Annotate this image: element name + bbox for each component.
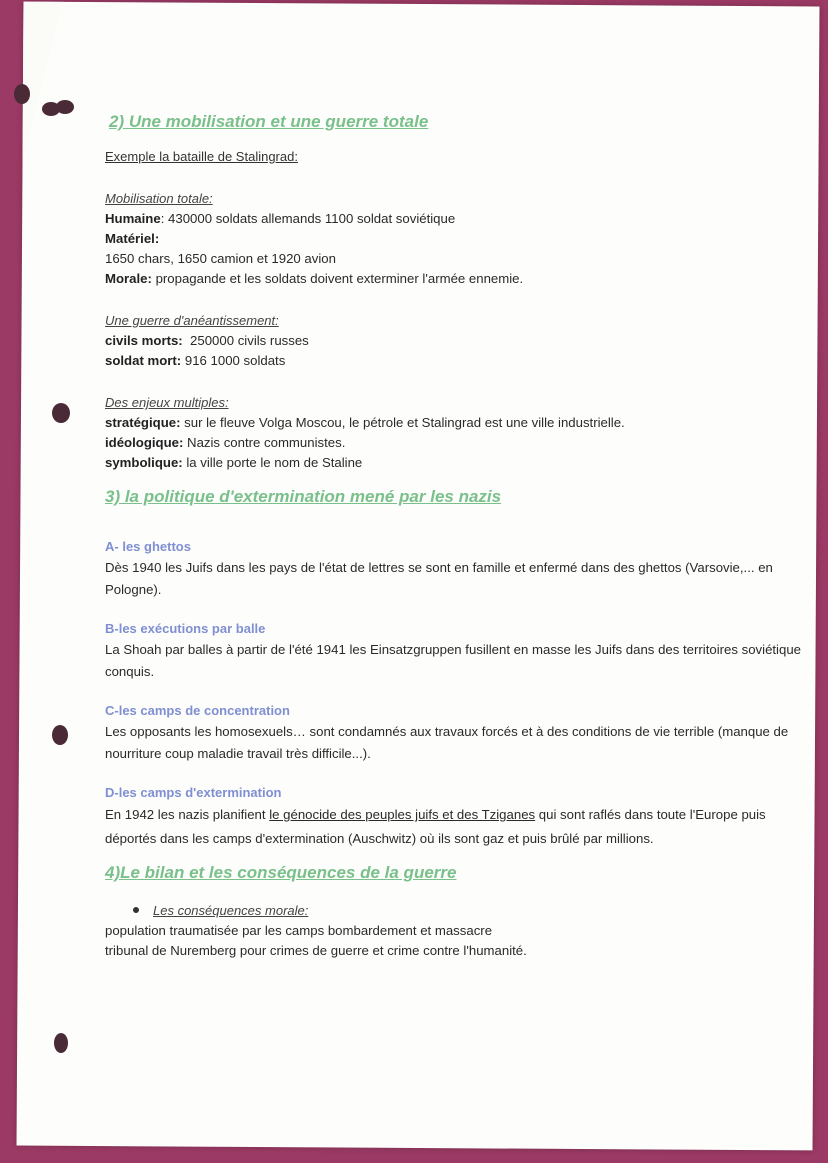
punch-hole-3 (56, 100, 74, 114)
executions-text: La Shoah par balles à partir de l'été 1941 les Einsatzgruppen fusillent en masse les Juifs dans des territoires soviétique conquis. (105, 642, 801, 679)
aneantissement-heading: Une guerre d'anéantissement: (105, 313, 279, 328)
punch-hole-6 (54, 1033, 68, 1053)
mobilisation-heading: Mobilisation totale: (105, 191, 213, 206)
concentration-heading: C-les camps de concentration (105, 703, 290, 718)
section2-title: 2) Une mobilisation et une guerre totale (109, 112, 429, 131)
ghettos-heading: A- les ghettos (105, 539, 191, 554)
bullet-dot-icon (133, 907, 139, 913)
civils-line: civils morts: 250000 civils russes (105, 333, 309, 348)
document-content (105, 112, 805, 961)
extermination-heading: D-les camps d'extermination (105, 785, 282, 800)
ghettos-text: Dès 1940 les Juifs dans les pays de l'état de lettres se sont en famille et enfermé dans des ghettos (Varsovie,... en Pologne). (105, 560, 773, 597)
section3-title: 3) la politique d'extermination mené par les nazis (105, 487, 502, 506)
materiel-line: 1650 chars, 1650 camion et 1920 avion (105, 251, 336, 266)
morale-line: Morale: propagande et les soldats doivent exterminer l'armée ennemie. (105, 271, 524, 286)
executions-heading: B-les exécutions par balle (105, 621, 266, 636)
example-heading: Exemple la bataille de Stalingrad: (105, 149, 298, 164)
punch-hole-1 (14, 84, 30, 104)
soldat-line: soldat mort: 916 1000 soldats (105, 353, 286, 368)
section4-title: 4)Le bilan et les conséquences de la guerre (105, 863, 457, 882)
consequences-line-2: tribunal de Nuremberg pour crimes de guerre et crime contre l'humanité. (105, 943, 527, 958)
materiel-label: Matériel: (105, 231, 160, 246)
enjeux-heading: Des enjeux multiples: (105, 395, 229, 410)
ideologique-line: idéologique: Nazis contre communistes. (105, 435, 346, 450)
extermination-text: En 1942 les nazis planifient le génocide des peuples juifs et des Tziganes qui sont raflés dans toute l'Europe puis déportés dans les camps d'extermination (Auschwitz) où ils sont gaz et puis brûlé par millions. (105, 807, 766, 846)
folded-corner (23, 2, 64, 162)
symbolique-line: symbolique: la ville porte le nom de Staline (105, 455, 363, 470)
punch-hole-4 (52, 403, 70, 423)
concentration-text: Les opposants les homosexuels… sont condamnés aux travaux forcés et à des conditions de vie terrible (manque de nourriture coup maladie travail très difficile...). (105, 724, 789, 761)
strategique-line: stratégique: sur le fleuve Volga Moscou, le pétrole et Stalingrad est une ville industrielle. (105, 415, 625, 430)
consequences-line-1: population traumatisée par les camps bombardement et massacre (105, 923, 493, 938)
punch-hole-5 (52, 725, 68, 745)
consequences-bullet: Les conséquences morale: (105, 901, 805, 921)
humaine-line: Humaine: 430000 soldats allemands 1100 soldat soviétique (105, 211, 456, 226)
